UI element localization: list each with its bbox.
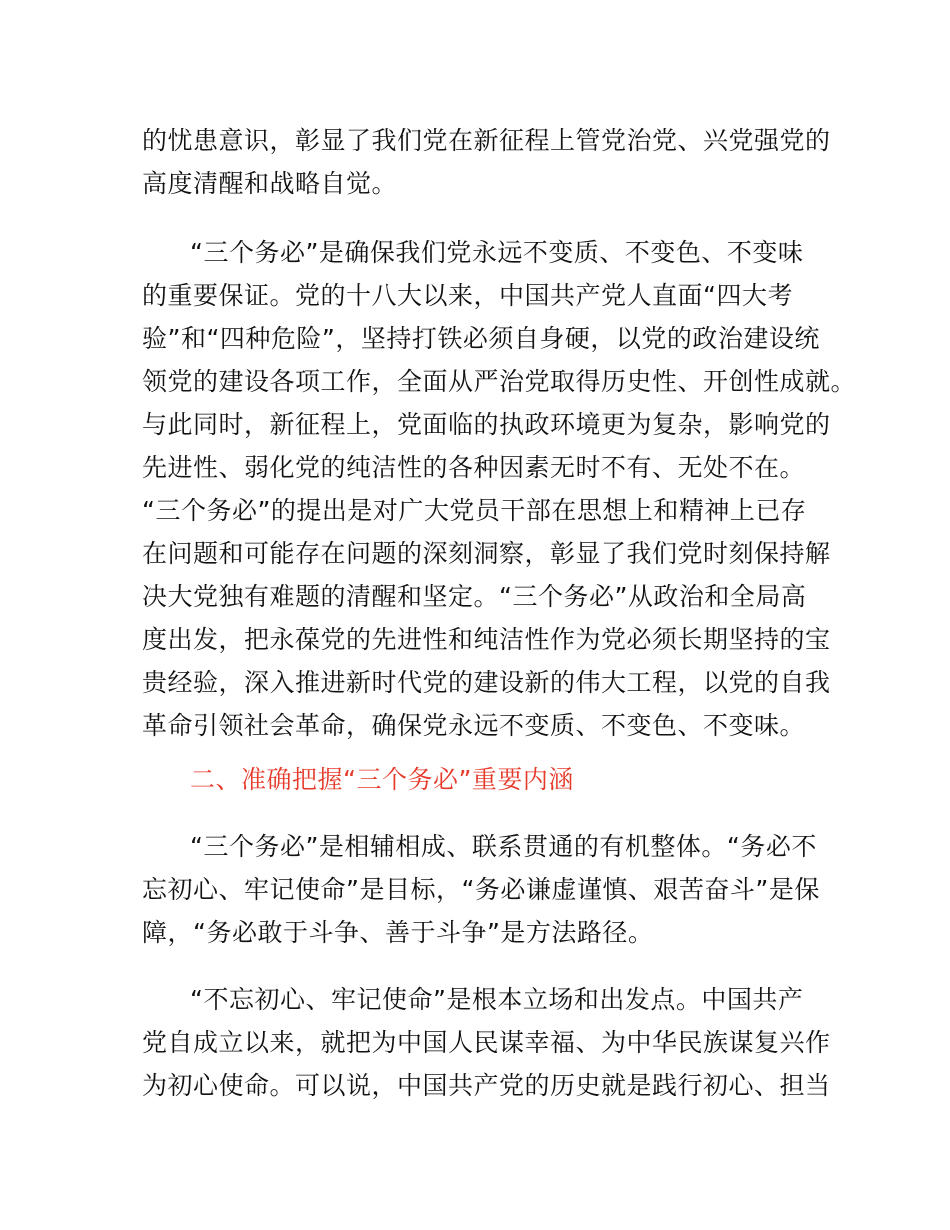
paragraph-4-line-2: 党自成立以来，就把为中国人民谋幸福、为中华民族谋复兴作 [142, 1028, 831, 1057]
paragraph-2-line-5: 与此同时，新征程上，党面临的执政环境更为复杂，影响党的 [142, 410, 831, 439]
section-heading: 二、准确把握“三个务必”重要内涵 [190, 765, 574, 794]
paragraph-4-line-3: 为初心使命。可以说，中国共产党的历史就是践行初心、担当 [142, 1071, 831, 1100]
paragraph-2-line-11: 贵经验，深入推进新时代党的建设新的伟大工程，以党的自我 [142, 668, 831, 697]
paragraph-4-line-1: “不忘初心、牢记使命”是根本立场和出发点。中国共产 [190, 985, 804, 1014]
paragraph-2-line-7: “三个务必”的提出是对广大党员干部在思想上和精神上已存 [142, 496, 807, 525]
paragraph-2-line-9: 决大党独有难题的清醒和坚定。“三个务必”从政治和全局高 [142, 582, 807, 611]
paragraph-2-line-10: 度出发，把永葆党的先进性和纯洁性作为党必须长期坚持的宝 [142, 625, 831, 654]
paragraph-3-line-2: 忘初心、牢记使命”是目标，“务必谦虚谨慎、艰苦奋斗”是保 [142, 875, 820, 904]
paragraph-3-line-3: 障，“务必敢于斗争、善于斗争”是方法路径。 [142, 918, 654, 947]
paragraph-2-line-4: 领党的建设各项工作，全面从严治党取得历史性、开创性成就。 [142, 367, 857, 396]
paragraph-3-line-1: “三个务必”是相辅相成、联系贯通的有机整体。“务必不 [190, 832, 817, 861]
paragraph-2-line-8: 在问题和可能存在问题的深刻洞察，彰显了我们党时刻保持解 [142, 539, 831, 568]
paragraph-1-line-1: 的忧患意识，彰显了我们党在新征程上管党治党、兴党强党的 [142, 126, 831, 155]
paragraph-1-line-2: 高度清醒和战略自觉。 [142, 169, 398, 198]
paragraph-2-line-3: 验”和“四种危险”，坚持打铁必须自身硬，以党的政治建设统 [142, 324, 820, 353]
paragraph-2-line-2: 的重要保证。党的十八大以来，中国共产党人直面“四大考 [142, 281, 793, 310]
paragraph-2-line-6: 先进性、弱化党的纯洁性的各种因素无时不有、无处不在。 [142, 453, 806, 482]
paragraph-2-line-12: 革命引领社会革命，确保党永远不变质、不变色、不变味。 [142, 711, 806, 740]
paragraph-2-line-1: “三个务必”是确保我们党永远不变质、不变色、不变味 [190, 238, 804, 267]
